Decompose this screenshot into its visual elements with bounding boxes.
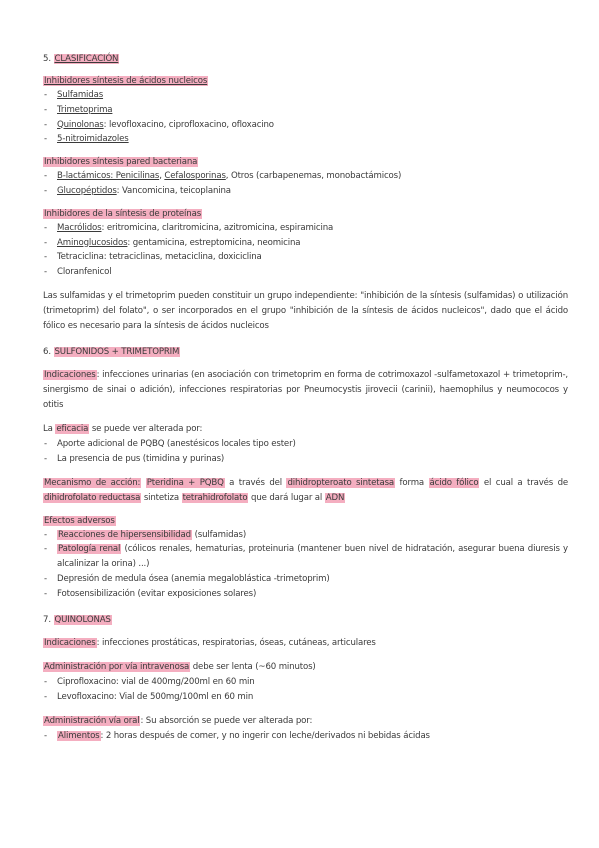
list-item: - Fotosensibilización (evitar exposiciones solares) (43, 587, 568, 602)
document-page (43, 53, 568, 743)
item-text: Vancomicina, teicoplanina (122, 185, 231, 196)
item-text: 5-nitroimidazoles (57, 134, 129, 145)
section-5-heading (43, 53, 568, 66)
item-text: levofloxacino, ciprofloxacino, ofloxacino (108, 119, 274, 130)
text: el cual a través de (483, 477, 569, 488)
text: sintetiza (143, 492, 179, 503)
text: ADN (325, 492, 345, 503)
text: infecciones prostáticas, respiratorias, óseas, cutáneas, articulares (101, 637, 376, 648)
group-title: Inhibidores de la síntesis de proteínas (44, 208, 202, 219)
text: Pteridina + PQBQ (146, 477, 224, 488)
section-6-heading (43, 346, 568, 359)
item-text: B-lactámicos: Penicilinas (57, 171, 160, 182)
item-text: eritromicina, claritromicina, azitromicina, espiramicina (106, 222, 334, 233)
text: forma (399, 477, 425, 488)
text: 2 horas después de comer, y no ingerir con leche/derivados ni bebidas ácidas (105, 730, 430, 741)
item-text: Cloranfenicol (57, 267, 112, 278)
section-title: SULFONIDOS + TRIMETOPRIM (54, 346, 180, 357)
list-item (43, 88, 568, 103)
text: se puede ver alterada por: (91, 423, 203, 434)
group-title: Efectos adversos (44, 515, 115, 526)
item-text: Tetraciclina: tetraciclinas, metaciclina, doxiciclina (57, 252, 262, 263)
section-number: 5. (43, 54, 51, 64)
list-item (43, 265, 568, 280)
paragraph: Indicaciones: infecciones prostáticas, respiratorias, óseas, cutáneas, articulares (44, 637, 376, 648)
list-item: - Aminoglucosidos: gentamicina, estreptomicina, neomicina (43, 236, 568, 251)
group-heading (43, 75, 568, 88)
section-number: 6. (43, 346, 51, 357)
text: La (43, 423, 53, 434)
section-number: 7. (43, 614, 51, 625)
section-title: QUINOLONAS (54, 614, 111, 625)
list-item (43, 132, 568, 147)
list-item: - Alimentos: 2 horas después de comer, y no ingerir con leche/derivados ni bebidas ácidas (43, 729, 568, 744)
group-heading (43, 208, 568, 221)
text: Administración vía oral (44, 715, 140, 726)
list-item (43, 103, 568, 118)
paragraph: Indicaciones: infecciones urinarias (en asociación con trimetoprim en forma de cotrimoxazol -sulfametoxazol + trimetoprim-, sinergismo de sinai o adición), infecciones respiratorias por Pneumocystis jirovecii (carinii), haemophilus y neumococos y otitis (43, 369, 569, 410)
paragraph (43, 660, 568, 675)
item-text: Cefalosporinas (164, 171, 226, 182)
group-title: Inhibidores síntesis pared bacteriana (44, 157, 198, 168)
list-item: - B-lactámicos: Penicilinas, Cefalosporinas, Otros (carbapenemas, monobactámicos) (43, 169, 568, 184)
text: tetrahidrofolato (182, 492, 248, 503)
text: dihidrofolato reductasa (44, 492, 141, 503)
text: Patología renal (58, 544, 121, 555)
list-item: - La presencia de pus (timidina y purinas) (43, 452, 568, 467)
text: a través del (229, 477, 282, 488)
list-item (43, 528, 568, 543)
list-item: - Depresión de medula ósea (anemia megaloblástica -trimetoprim) (43, 572, 568, 587)
list-item: - Aporte adicional de PQBQ (anestésicos locales tipo ester) (43, 437, 568, 452)
paragraph: Las sulfamidas y el trimetoprim pueden constituir un grupo independiente: "inhibición de la síntesis (sulfamidas) o utilización (trimetoprim) del folato", o ser incorporados en el grupo "inhibición de la síntesis de ácidos nucleicos", dado que el ácido fólico es necesario para la síntesis de ácidos nucleicos (43, 290, 568, 331)
list-item (43, 542, 568, 572)
list-item (43, 250, 568, 265)
paragraph: Administración vía oral: Su absorción se puede ver alterada por: (44, 715, 313, 726)
item-text: Glucopéptidos (57, 185, 117, 196)
list-item: - Glucopéptidos: Vancomicina, teicoplanina (43, 184, 568, 199)
group-title: Inhibidores síntesis de ácidos nucleicos (44, 76, 208, 86)
item-text: Aminoglucosidos (57, 237, 128, 248)
item-text: gentamicina, estreptomicina, neomicina (132, 237, 301, 248)
text: Alimentos (58, 730, 100, 741)
text: (cólicos renales, hematurias, proteinuria (mantener buen nivel de hidratación, asegurar buena diuresis y alcalinizar la orina) ...) (57, 544, 568, 570)
text: eficacia (56, 423, 89, 434)
text: dihidropteroato sintetasa (287, 477, 395, 488)
text: ácido fólico (429, 477, 479, 488)
text: (sulfamidas) (194, 529, 247, 540)
label: Indicaciones (44, 369, 96, 380)
list-item: - Levofloxacino: Vial de 500mg/100ml en 60 min (43, 690, 568, 705)
item-text: Macrólidos (57, 222, 102, 233)
text: Mecanismo de acción: (44, 477, 141, 488)
paragraph (43, 476, 568, 506)
group-heading (43, 156, 568, 169)
section-title: CLASIFICACIÓN (54, 54, 119, 64)
item-text: Otros (carbapenemas, monobactámicos) (230, 171, 402, 182)
text: Su absorción se puede ver alterada por: (145, 715, 313, 726)
text: Reacciones de hipersensibilidad (58, 529, 191, 540)
item-text: Sulfamidas (57, 90, 104, 100)
section-7-heading (43, 614, 568, 627)
text: que dará lugar al (251, 492, 323, 503)
label: Indicaciones (44, 637, 96, 648)
text: debe ser lenta (~60 minutos) (192, 661, 316, 672)
text: infecciones urinarias (en asociación con trimetoprim en forma de cotrimoxazol -sulfametoxazol + trimetoprim-, sinergismo de sinai o adición), infecciones respiratorias por Pneumocystis jirovecii (carinii), haemophilus y neumococos y otitis (43, 369, 569, 410)
list-item: - Ciprofloxacino: vial de 400mg/200ml en 60 min (43, 675, 568, 690)
paragraph (43, 422, 568, 437)
group-heading (43, 515, 568, 528)
item-text: Quinolonas (57, 119, 104, 130)
list-item: - Quinolonas: levofloxacino, ciprofloxacino, ofloxacino (43, 118, 568, 133)
list-item: - Macrólidos: eritromicina, claritromicina, azitromicina, espiramicina (43, 221, 568, 236)
text: Administración por vía intravenosa (44, 661, 190, 672)
item-text: Trimetoprima (57, 104, 113, 115)
